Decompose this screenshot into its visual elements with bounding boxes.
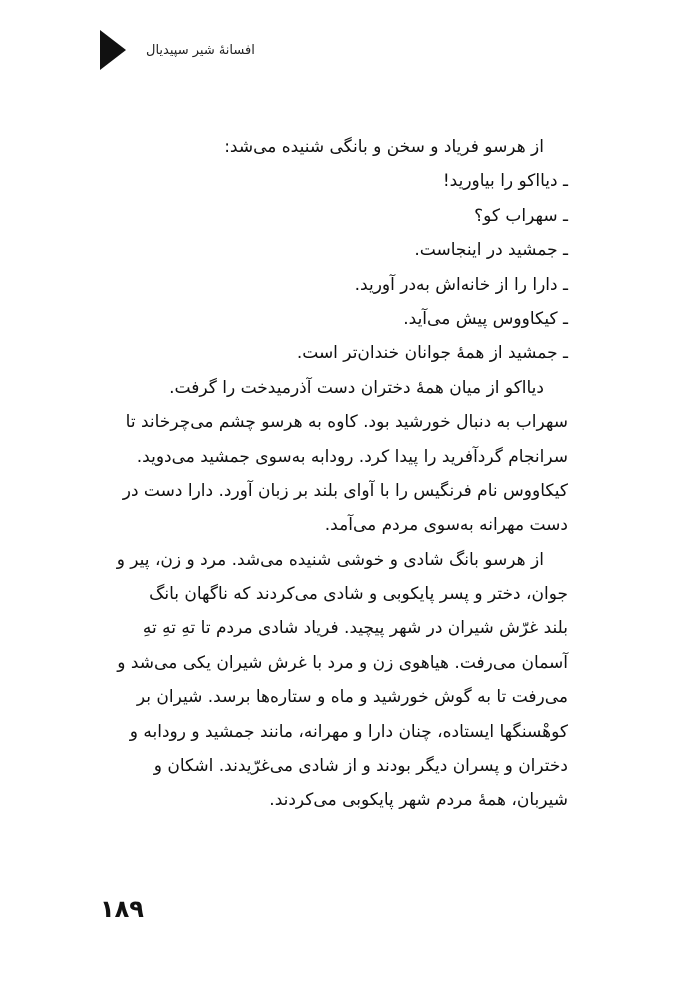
page-number: ۱۸۹ — [100, 895, 144, 923]
paragraph-line: شیربان، همهٔ مردم شهر پایکوبی می‌کردند. — [269, 790, 568, 811]
running-title: افسانهٔ شیر سپیدیال — [146, 42, 255, 58]
dialogue-line: ـ جمشید از همهٔ جوانان خندان‌تر است. — [296, 343, 568, 364]
paragraph-line: آسمان می‌رفت. هیاهوی زن و مرد با غرش شیران یکی می‌شد و — [117, 652, 568, 673]
triangle-marker-icon — [100, 30, 126, 70]
paragraph-line: کیکاووس نام فرنگیس را با آوای بلند بر زبان آورد. دارا دست در — [122, 480, 568, 501]
body-text — [98, 130, 568, 818]
paragraph-line: کوهْسنگها ایستاده، چنان دارا و مهرانه، مانند جمشید و رودابه و — [129, 721, 568, 742]
paragraph-line: دختران و پسران دیگر بودند و از شادی می‌غرّیدند. اشکان و — [153, 756, 568, 777]
dialogue-line: ـ دیااکو را بیاورید! — [442, 171, 568, 192]
dialogue-line: ـ کیکاووس پیش می‌آید. — [403, 308, 568, 329]
paragraph-line: سهراب به دنبال خورشید بود. کاوه به هرسو چشم می‌چرخاند تا — [125, 412, 568, 433]
running-header — [100, 26, 340, 74]
paragraph-line: جوان، دختر و پسر پایکوبی و شادی می‌کردند که ناگهان بانگ — [149, 584, 568, 605]
paragraph-line: از هرسو بانگ شادی و خوشی شنیده می‌شد. مرد و زن، پیر و — [116, 549, 544, 570]
paragraph-line: دست مهرانه به‌سوی مردم می‌آمد. — [324, 515, 568, 536]
paragraph-line: دیااکو از میان همهٔ دختران دست آذرمیدخت را گرفت. — [169, 377, 544, 398]
paragraph-line: می‌رفت تا به گوش خورشید و ماه و ستاره‌ها برسد. شیران بر — [136, 687, 568, 708]
dialogue-line: ـ جمشید در اینجاست. — [414, 240, 568, 261]
dialogue-line: ـ دارا را از خانه‌اش به‌در آورید. — [354, 274, 568, 295]
paragraph-line: سرانجام گردآفرید را پیدا کرد. رودابه به‌سوی جمشید می‌دوید. — [136, 446, 568, 467]
dialogue-line: ـ سهراب کو؟ — [474, 205, 568, 226]
text-line: از هرسو فریاد و سخن و بانگی شنیده می‌شد: — [224, 137, 544, 157]
paragraph-line: بلند غرّش شیران در شهر پیچید. فریاد شادی مردم تا تهِ تهِ تهِ — [142, 618, 568, 639]
